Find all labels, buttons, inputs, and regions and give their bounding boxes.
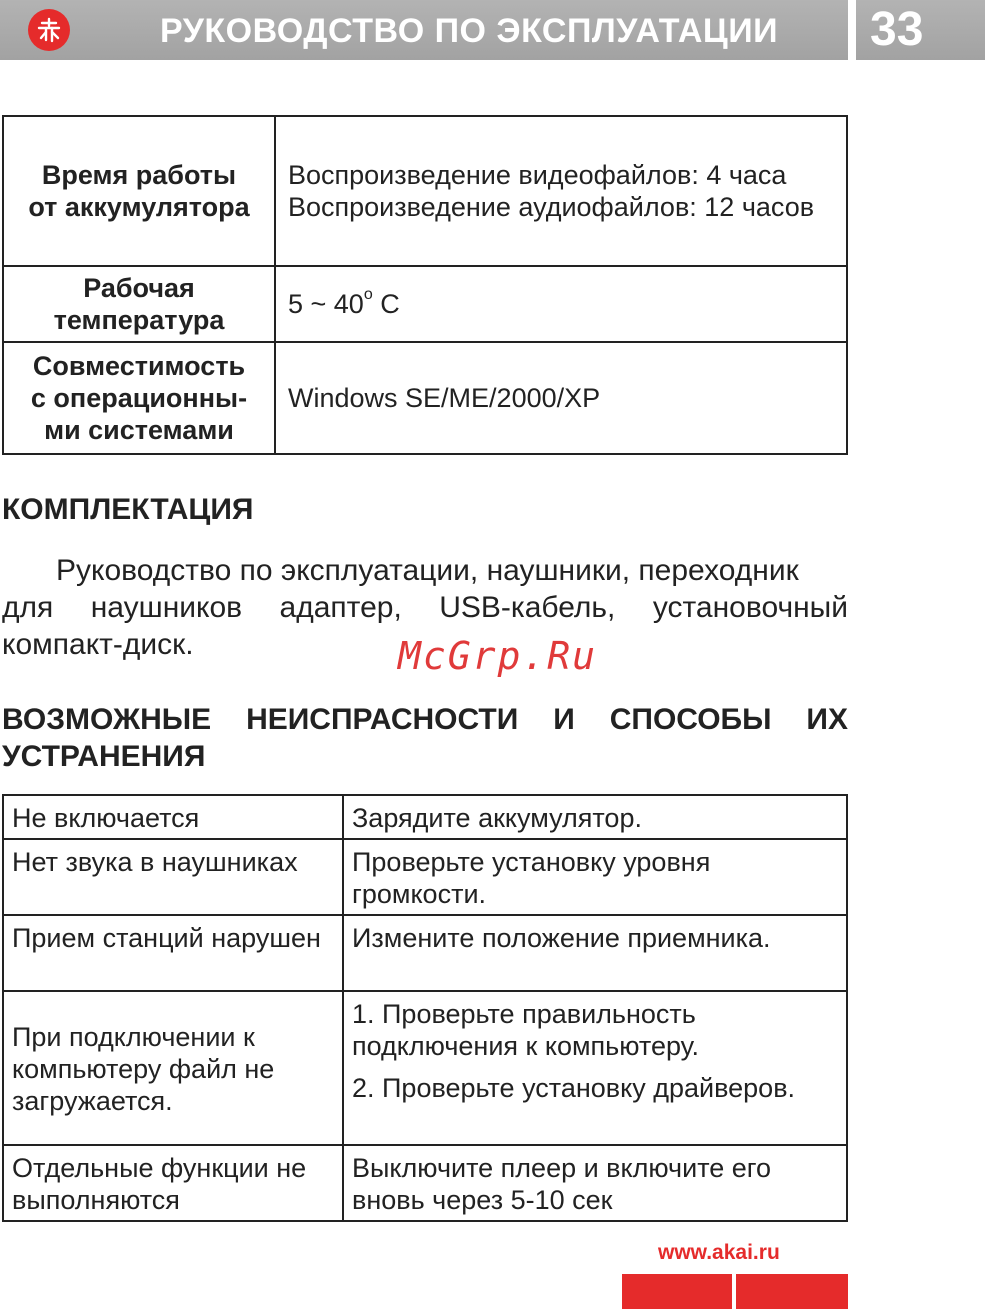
akai-logo-icon bbox=[28, 9, 70, 51]
header-bar bbox=[0, 0, 848, 60]
solution-cell bbox=[343, 991, 847, 1145]
problem-cell: При подключении к компьютеру файл не загружается. bbox=[3, 991, 343, 1145]
watermark: McGrp.Ru bbox=[398, 634, 598, 678]
table-row bbox=[3, 839, 847, 915]
specifications-table bbox=[2, 115, 848, 455]
spec-value-line: Воспроизведение видеофайлов: 4 часа bbox=[288, 160, 787, 190]
spec-label-line: Время работы bbox=[41, 160, 237, 190]
logo-glyph-icon bbox=[35, 16, 63, 44]
spec-label-line: от аккумулятора bbox=[28, 192, 250, 222]
spec-row-battery bbox=[3, 116, 847, 266]
solution-cell: Зарядите аккумулятор. bbox=[343, 795, 847, 839]
spec-value bbox=[275, 266, 847, 342]
temperature-range: 5 ~ 40 bbox=[288, 289, 364, 319]
troubleshooting-table bbox=[2, 794, 848, 1222]
table-row bbox=[3, 991, 847, 1145]
spec-label bbox=[3, 266, 275, 342]
page-number-box bbox=[856, 0, 985, 60]
spec-label bbox=[3, 342, 275, 454]
table-row bbox=[3, 795, 847, 839]
solution-step: 2. Проверьте установку драйверов. bbox=[352, 1073, 796, 1103]
spec-label bbox=[3, 116, 275, 266]
solution-cell: Выключите плеер и включите его вновь через 5-10 сек bbox=[343, 1145, 847, 1221]
table-row bbox=[3, 1145, 847, 1221]
page-header-title: РУКОВОДСТВО ПО ЭКСПЛУАТАЦИИ bbox=[160, 12, 779, 50]
problem-cell: Прием станций нарушен bbox=[3, 915, 343, 991]
spec-row-temperature bbox=[3, 266, 847, 342]
solution-step: 1. Проверьте правильность подключения к компьютеру. bbox=[352, 999, 699, 1061]
kit-text-line: компакт-диск. bbox=[2, 628, 194, 661]
page-number: 33 bbox=[870, 3, 924, 56]
problem-cell: Не включается bbox=[3, 795, 343, 839]
spec-row-compatibility bbox=[3, 342, 847, 454]
spec-label-line: Совместимость bbox=[32, 351, 246, 381]
spec-value: Windows SE/ME/2000/XP bbox=[275, 342, 847, 454]
footer-website-link[interactable]: www.akai.ru bbox=[658, 1241, 780, 1264]
spec-label-line: ми системами bbox=[44, 415, 234, 445]
problem-cell: Нет звука в наушниках bbox=[3, 839, 343, 915]
table-row bbox=[3, 915, 847, 991]
spec-label-line: с операционны- bbox=[30, 383, 248, 413]
troubleshooting-title-line: УСТРАНЕНИЯ bbox=[2, 740, 206, 773]
spec-label-line: Рабочая bbox=[83, 273, 195, 303]
kit-text-line: для наушников адаптер, USB-кабель, установочный bbox=[2, 591, 848, 624]
kit-section-title: КОМПЛЕКТАЦИЯ bbox=[2, 493, 254, 526]
spec-label-line: температура bbox=[53, 305, 225, 335]
footer-accent-bar bbox=[622, 1274, 732, 1309]
troubleshooting-title-line: ВОЗМОЖНЫЕ НЕИСПРАСНОСТИ И СПОСОБЫ ИХ bbox=[2, 703, 848, 736]
solution-cell: Проверьте установку уровня громкости. bbox=[343, 839, 847, 915]
solution-cell: Измените положение приемника. bbox=[343, 915, 847, 991]
degree-symbol: o bbox=[363, 286, 373, 303]
spec-value-line: Воспроизведение аудиофайлов: 12 часов bbox=[288, 192, 815, 222]
footer-accent-bar bbox=[736, 1274, 848, 1309]
kit-text-line: Руководство по эксплуатации, наушники, переходник bbox=[56, 554, 799, 587]
problem-cell: Отдельные функции не выполняются bbox=[3, 1145, 343, 1221]
spec-value bbox=[275, 116, 847, 266]
temperature-unit: C bbox=[372, 289, 400, 319]
troubleshooting-section-title bbox=[2, 701, 848, 775]
